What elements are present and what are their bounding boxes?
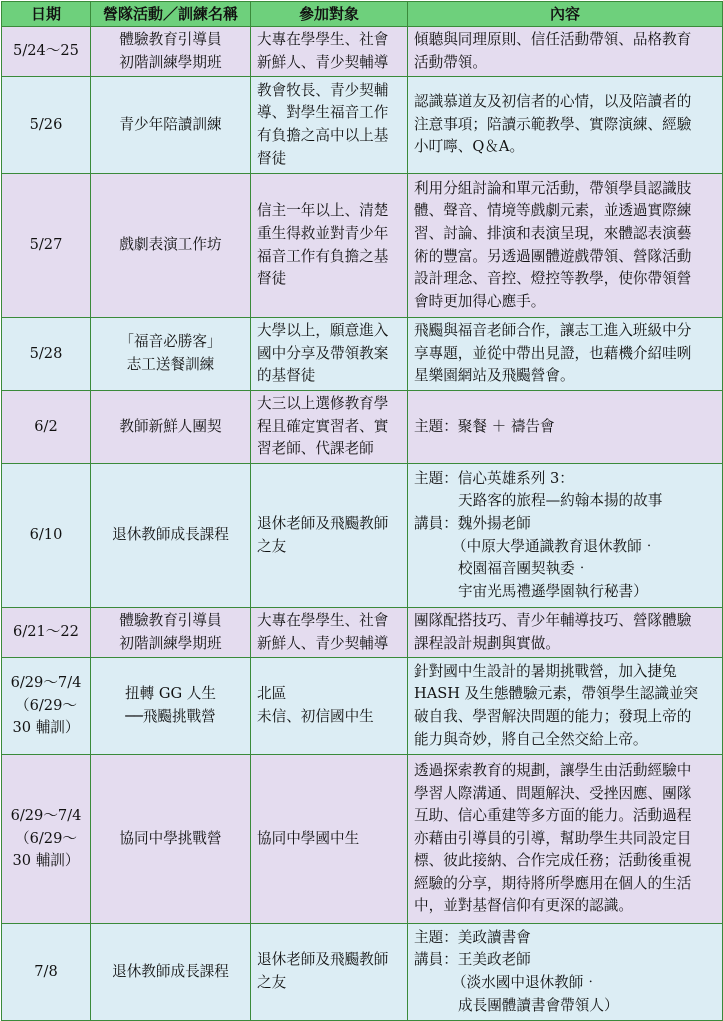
date-cell: 5/28 xyxy=(2,318,91,391)
date-cell: 6/21～22 xyxy=(2,608,91,658)
header-row xyxy=(2,2,723,27)
content-cell: 主題：美政讀書會 講員：王美政老師 （淡水國中退休教師‧ 成長團體讀書會帶領人） xyxy=(408,924,723,1021)
table-row xyxy=(2,608,723,658)
activity-name-cell: 退休教師成長課程 xyxy=(91,464,251,608)
activity-name-cell: 扭轉 GG 人生 ──飛颺挑戰營 xyxy=(91,658,251,755)
audience-cell: 大三以上選修教育學 程且確定實習者、實 習老師、代課老師 xyxy=(251,391,408,464)
date-cell: 5/24～25 xyxy=(2,27,91,77)
table-row xyxy=(2,77,723,174)
audience-cell: 退休老師及飛颺教師 之友 xyxy=(251,924,408,1021)
table-row xyxy=(2,391,723,464)
header-content: 內容 xyxy=(408,2,723,27)
date-cell: 6/2 xyxy=(2,391,91,464)
date-cell: 5/27 xyxy=(2,174,91,318)
activity-name-cell: 戲劇表演工作坊 xyxy=(91,174,251,318)
audience-cell: 大學以上，願意進入 國中分享及帶領教案 的基督徒 xyxy=(251,318,408,391)
activity-name-cell: 體驗教育引導員 初階訓練學期班 xyxy=(91,608,251,658)
header-audience: 參加對象 xyxy=(251,2,408,27)
content-cell: 飛颺與福音老師合作，讓志工進入班級中分 享專題，並從中帶出見證，也藉機介紹哇咧 星樂園網站及飛颺營會。 xyxy=(408,318,723,391)
table-row xyxy=(2,27,723,77)
audience-cell: 大專在學學生、社會 新鮮人、青少契輔導 xyxy=(251,608,408,658)
activity-name-cell: 教師新鮮人團契 xyxy=(91,391,251,464)
date-cell: 6/29～7/4 （6/29～ 30 輔訓） xyxy=(2,755,91,924)
audience-cell: 信主一年以上、清楚 重生得救並對青少年 福音工作有負擔之基 督徒 xyxy=(251,174,408,318)
table-row xyxy=(2,174,723,318)
activity-name-cell: 退休教師成長課程 xyxy=(91,924,251,1021)
header-date: 日期 xyxy=(2,2,91,27)
table-row xyxy=(2,755,723,924)
content-cell: 傾聽與同理原則、信任活動帶領、品格教育 活動帶領。 xyxy=(408,27,723,77)
activity-name-cell: 體驗教育引導員 初階訓練學期班 xyxy=(91,27,251,77)
header-activity-name: 營隊活動／訓練名稱 xyxy=(91,2,251,27)
table-row xyxy=(2,464,723,608)
audience-cell: 協同中學國中生 xyxy=(251,755,408,924)
audience-cell: 北區 未信、初信國中生 xyxy=(251,658,408,755)
content-cell: 利用分組討論和單元活動，帶領學員認識肢 體、聲音、情境等戲劇元素，並透過實際練 習、討論、排演和表演呈現，來體認表演藝 術的豐富。另透過團體遊戲帶領、營隊活動 設計理念、音控、燈控等教學，使你帶領營 會時更加得心應手。 xyxy=(408,174,723,318)
table-row xyxy=(2,924,723,1021)
date-cell: 6/29～7/4 （6/29～ 30 輔訓） xyxy=(2,658,91,755)
date-cell: 6/10 xyxy=(2,464,91,608)
activity-schedule-table xyxy=(1,1,723,1021)
content-cell: 透過探索教育的規劃，讓學生由活動經驗中 學習人際溝通、問題解決、受挫因應、團隊 互助、信心重建等多方面的能力。活動過程 亦藉由引導員的引導，幫助學生共同設定目 標、彼此接納、合作完成任務；活動後重視 經驗的分享，期待將所學應用在個人的生活 中，並對基督信仰有更深的認識。 xyxy=(408,755,723,924)
activity-name-cell: 協同中學挑戰營 xyxy=(91,755,251,924)
content-cell: 主題：信心英雄系列 3： 天路客的旅程—約翰本揚的故事 講員：魏外揚老師 （中原大學通識教育退休教師‧ 校園福音團契執委‧ 宇宙光馬禮遜學園執行秘書） xyxy=(408,464,723,608)
activity-name-cell: 「福音必勝客」 志工送餐訓練 xyxy=(91,318,251,391)
audience-cell: 大專在學學生、社會 新鮮人、青少契輔導 xyxy=(251,27,408,77)
activity-name-cell: 青少年陪讀訓練 xyxy=(91,77,251,174)
table-row xyxy=(2,318,723,391)
table-row xyxy=(2,658,723,755)
content-cell: 針對國中生設計的暑期挑戰營，加入捷兔 HASH 及生態體驗元素，帶領學生認識並突 破自我、學習解決問題的能力；發現上帝的 能力與奇妙，將自己全然交給上帝。 xyxy=(408,658,723,755)
date-cell: 5/26 xyxy=(2,77,91,174)
audience-cell: 教會牧長、青少契輔 導、對學生福音工作 有負擔之高中以上基 督徒 xyxy=(251,77,408,174)
content-cell: 團隊配搭技巧、青少年輔導技巧、營隊體驗 課程設計規劃與實做。 xyxy=(408,608,723,658)
content-cell: 認識慕道友及初信者的心情，以及陪讀者的 注意事項；陪讀示範教學、實際演練、經驗 小叮嚀、Q＆A。 xyxy=(408,77,723,174)
date-cell: 7/8 xyxy=(2,924,91,1021)
content-cell: 主題：聚餐 ＋ 禱告會 xyxy=(408,391,723,464)
audience-cell: 退休老師及飛颺教師 之友 xyxy=(251,464,408,608)
